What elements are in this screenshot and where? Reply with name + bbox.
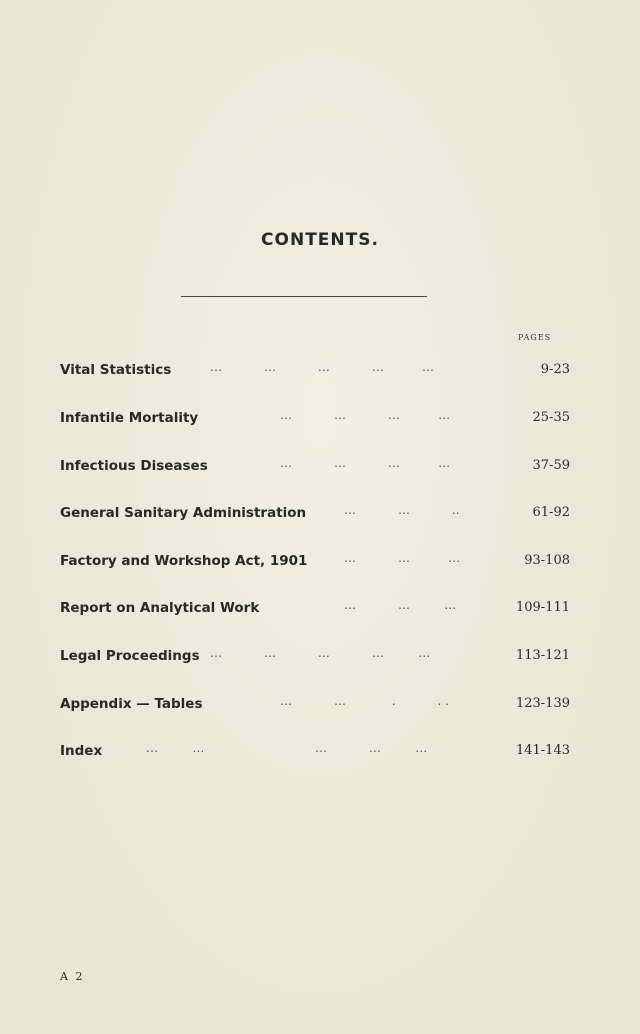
entry-pages: 37-59 <box>532 458 570 473</box>
entry-label: Report on Analytical Work <box>60 600 260 616</box>
entry-label: Index <box>60 743 103 759</box>
dot-leader: … … … <box>344 598 457 612</box>
pages-column-heading: PAGES <box>518 333 552 342</box>
contents-entry <box>60 648 570 670</box>
contents-entry <box>60 696 570 718</box>
dot-leader: … … … … … <box>146 741 428 755</box>
entry-label: Factory and Workshop Act, 1901 <box>60 553 308 569</box>
contents-entry <box>60 410 570 432</box>
contents-entry <box>60 362 570 384</box>
contents-entry <box>60 505 570 527</box>
entry-pages: 109-111 <box>515 600 570 615</box>
entry-pages: 25-35 <box>532 410 570 425</box>
contents-entry <box>60 553 570 575</box>
dot-leader: … … … … <box>280 456 451 470</box>
contents-entry <box>60 743 570 765</box>
divider-rule <box>181 296 427 297</box>
contents-entry <box>60 458 570 480</box>
contents-heading: CONTENTS. <box>261 230 379 250</box>
entry-label: Infantile Mortality <box>60 410 199 426</box>
dot-leader: … … … <box>344 551 461 565</box>
entry-pages: 113-121 <box>515 648 570 663</box>
entry-pages: 141-143 <box>515 743 570 758</box>
dot-leader: … … … … <box>280 408 451 422</box>
entry-label: Vital Statistics <box>60 362 172 378</box>
entry-pages: 9-23 <box>540 362 570 377</box>
entry-pages: 61-92 <box>532 505 570 520</box>
entry-pages: 123-139 <box>515 696 570 711</box>
signature-mark: A 2 <box>60 970 85 983</box>
entry-label: Appendix — Tables <box>60 696 203 712</box>
contents-entry <box>60 600 570 622</box>
dot-leader: … … . . . <box>280 694 449 708</box>
entry-label: General Sanitary Administration <box>60 505 307 521</box>
entry-pages: 93-108 <box>524 553 570 568</box>
dot-leader: … … … … … <box>210 360 435 374</box>
entry-label: Legal Proceedings <box>60 648 200 664</box>
entry-label: Infectious Diseases <box>60 458 208 474</box>
dot-leader: … … .. <box>344 503 460 517</box>
dot-leader: … … … … … <box>210 646 431 660</box>
